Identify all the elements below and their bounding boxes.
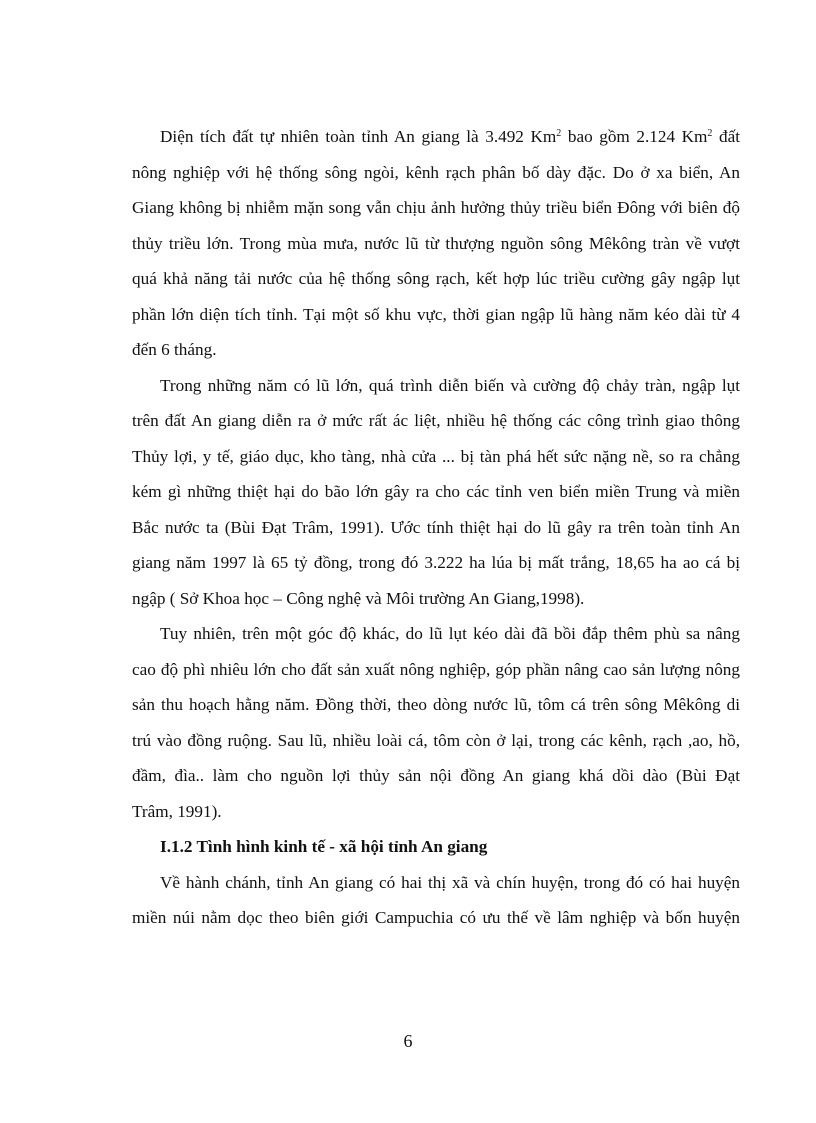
paragraph-4-line: Về hành chánh, tỉnh An giang có hai thị xã và chín huyện, trong đó có hai huyện bbox=[160, 872, 740, 892]
paragraph-2-line: Trong những năm có lũ lớn, quá trình diễn biến và cường độ chảy tràn, ngập lụt bbox=[160, 375, 740, 395]
paragraph-4-line: miền núi nằm dọc theo biên giới Campuchia có ưu thế về lâm nghiệp và bốn huyện bbox=[132, 908, 740, 927]
paragraph-3-line: đầm, đìa.. làm cho nguồn lợi thủy sản nội đồng An giang khá dồi dào (Bùi Đạt bbox=[132, 766, 740, 785]
superscript: 2 bbox=[556, 128, 562, 139]
paragraph-1-line: nông nghiệp với hệ thống sông ngòi, kênh rạch phân bố dày đặc. Do ở xa biển, An bbox=[132, 162, 740, 182]
paragraph-1-line: thủy triều lớn. Trong mùa mưa, nước lũ từ thượng nguồn sông Mêkông tràn về vượt bbox=[132, 233, 740, 253]
paragraph-3-line: cao độ phì nhiêu lớn cho đất sản xuất nông nghiệp, góp phần nâng cao sản lượng nông bbox=[132, 659, 740, 679]
page-number: 6 bbox=[403, 1031, 413, 1051]
paragraph-3-line: Tuy nhiên, trên một góc độ khác, do lũ lụt kéo dài đã bồi đắp thêm phù sa nâng bbox=[160, 624, 740, 643]
body-text bbox=[132, 119, 740, 936]
paragraph-1-line-1: Diện tích đất tự nhiên toàn tỉnh An giang là 3.492 Km$^2$ bao gồm 2.124 Km$^2$ đất bbox=[160, 127, 740, 146]
paragraph-2-line: Bắc nước ta (Bùi Đạt Trâm, 1991). Ước tính thiệt hại do lũ gây ra trên toàn tỉnh An bbox=[132, 517, 740, 537]
paragraph-1-line: đến 6 tháng. bbox=[132, 340, 217, 359]
paragraph-2-line: trên đất An giang diễn ra ở mức rất ác liệt, nhiều hệ thống các công trình giao thông bbox=[132, 411, 740, 430]
superscript: 2 bbox=[707, 128, 713, 139]
section-heading: I.1.2 Tình hình kinh tế - xã hội tỉnh An giang bbox=[160, 837, 488, 856]
paragraph-2-line: kém gì những thiệt hại do bão lớn gây ra cho các tỉnh ven biển miền Trung và miền bbox=[132, 482, 740, 501]
paragraph-1-line: phần lớn diện tích tỉnh. Tại một số khu vực, thời gian ngập lũ hàng năm kéo dài từ 4 bbox=[132, 304, 740, 324]
paragraph-3-line: trú vào đồng ruộng. Sau lũ, nhiều loài cá, tôm còn ở lại, trong các kênh, rạch ,ao, hồ, bbox=[132, 730, 740, 750]
paragraph-2-line: ngập ( Sở Khoa học – Công nghệ và Môi trường An Giang,1998). bbox=[132, 588, 585, 608]
paragraph-3-line: sản thu hoạch hằng năm. Đồng thời, theo dòng nước lũ, tôm cá trên sông Mêkông di bbox=[132, 695, 740, 714]
paragraph-3-line: Trâm, 1991). bbox=[132, 801, 222, 821]
paragraph-2-line: Thủy lợi, y tế, giáo dục, kho tàng, nhà cửa ... bị tàn phá hết sức nặng nề, so ra chẳng bbox=[132, 446, 740, 466]
paragraph-2-line: giang năm 1997 là 65 tỷ đồng, trong đó 3.222 ha lúa bị mất trắng, 18,65 ha ao cá bị bbox=[132, 553, 740, 572]
paragraph-1-line: Giang không bị nhiễm mặn song vẫn chịu ảnh hưởng thủy triều biển Đông với biên độ bbox=[132, 198, 740, 217]
paragraph-1-line: quá khả năng tải nước của hệ thống sông rạch, kết hợp lúc triều cường gây ngập lụt bbox=[132, 269, 740, 288]
